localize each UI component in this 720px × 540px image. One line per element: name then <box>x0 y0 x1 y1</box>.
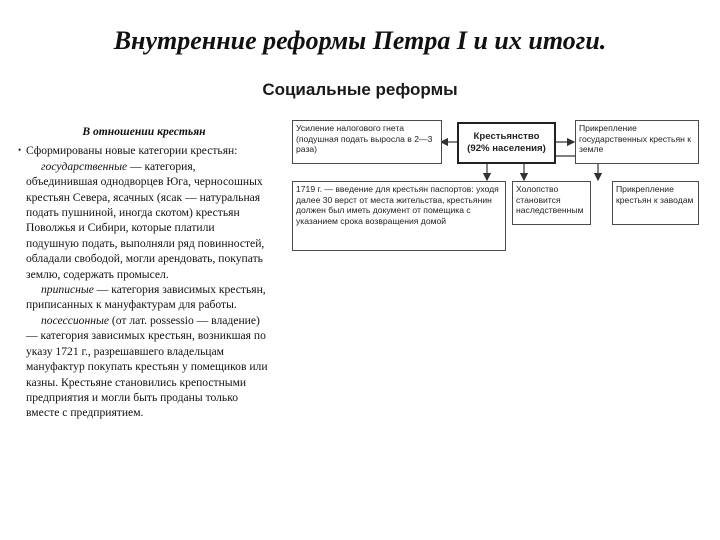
peasantry-diagram <box>292 118 704 254</box>
intro-text: Сформированы новые категории крестьян: <box>26 144 238 158</box>
category-text: — категория зависимых крестьян, приписанных к мануфактурам для работы. <box>26 283 266 312</box>
box-peasantry: Крестьянство (92% населения) <box>457 122 556 164</box>
category-term: посессионные <box>41 313 109 327</box>
category-term: государственные <box>41 159 128 173</box>
bullet-icon: • <box>18 145 22 156</box>
category-state-peasants <box>26 159 270 282</box>
box-passports: 1719 г. — введение для крестьян паспортов: уходя далее 30 верст от места жительства, крестьянин должен был иметь документ от помещика с указанием срока возвращения домой <box>292 181 506 251</box>
section-subtitle: Социальные реформы <box>262 80 458 99</box>
page-title: Внутренние реформы Петра I и их итоги. <box>113 26 607 55</box>
category-possessional-peasants <box>26 313 270 421</box>
category-ascribed-peasants <box>26 282 270 313</box>
column-heading: В отношении крестьян <box>82 125 206 138</box>
peasants-text-column <box>18 124 270 421</box>
box-factory-attachment: Прикрепление крестьян к заводам <box>612 181 699 225</box>
bullet-item <box>18 143 270 158</box>
category-text: — категория, объединившая однодворцев Юга, черносошных крестьян Севера, ясачных (ясак — натуральная подать пушниной, иногда скотом) крестьян Поволжья и Сибири, которые платили подушную подать, выполняли ряд повинностей, обладали свободой, могли арендовать, покупать землю, содержать промысел. <box>26 159 265 281</box>
box-tax-burden: Усиление налогового гнета (подушная подать выросла в 2—3 раза) <box>292 120 442 164</box>
category-term: приписные <box>41 283 94 297</box>
box-land-attachment: Прикрепление государственных крестьян к земле <box>575 120 699 164</box>
box-hereditary-serfdom: Холопство становится наследственным <box>512 181 591 225</box>
category-text: (от лат. possessio — владение) — категория зависимых крестьян, возникшая по указу 1721 г., разрешавшего владельцам мануфактур покупать крестьян у помещиков или казны. Крестьяне становились крепостными предприятия и могли быть проданы только вместе с предприятием. <box>26 313 268 420</box>
